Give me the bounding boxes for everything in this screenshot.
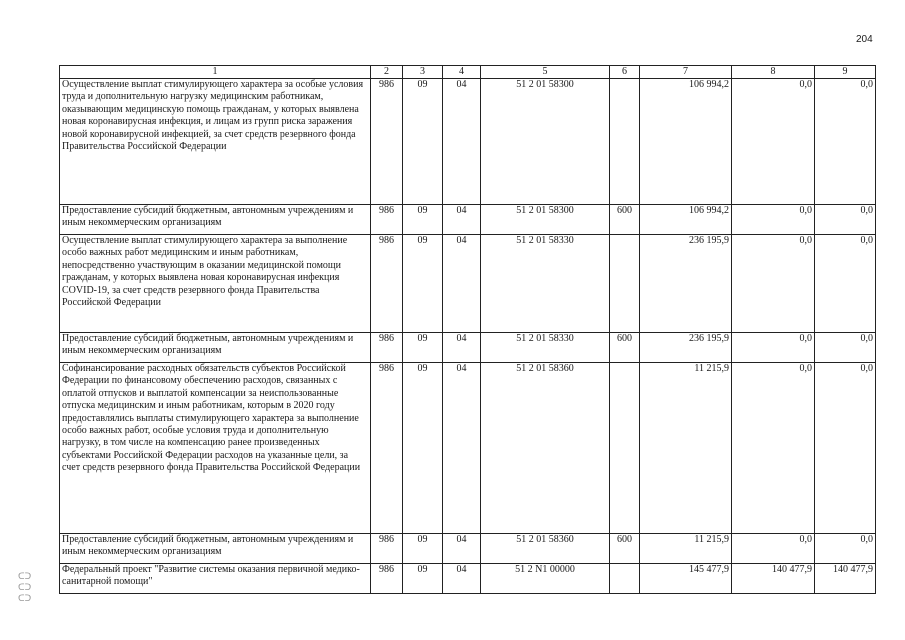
expense-type-cell <box>610 79 640 205</box>
subsection-code-cell: 04 <box>443 205 481 235</box>
row-name-cell: Предоставление субсидий бюджетным, автономным учреждениям и иным некоммерческим организациям <box>60 534 371 564</box>
table-row <box>60 534 876 564</box>
amount-col9-cell: 140 477,9 <box>815 564 876 594</box>
header-cell: 5 <box>481 66 610 79</box>
row-name-cell: Осуществление выплат стимулирующего характера за особые условия труда и дополнительную нагрузку медицинским работникам, оказывающим медицинскую помощь гражданам, у которых выявлена новая коронавирусная инфекция, и лицам из групп риска заражения новой коронавирусной инфекцией, за счет средств резервного фонда Правительства Российской Федерации <box>60 79 371 205</box>
amount-col8-cell: 0,0 <box>732 235 815 333</box>
subsection-code-cell: 04 <box>443 333 481 363</box>
amount-col9-cell: 0,0 <box>815 79 876 205</box>
header-cell: 8 <box>732 66 815 79</box>
amount-col9-cell: 0,0 <box>815 235 876 333</box>
amount-col7-cell: 11 215,9 <box>640 363 732 534</box>
row-name-cell: Федеральный проект "Развитие системы оказания первичной медико-санитарной помощи" <box>60 564 371 594</box>
target-article-cell: 51 2 01 58330 <box>481 235 610 333</box>
admin-code-cell: 986 <box>371 333 403 363</box>
section-code-cell: 09 <box>403 79 443 205</box>
scan-margin-marks: ᑕᑐ ᑕᑐ ᑕᑐ <box>18 572 32 604</box>
target-article-cell: 51 2 01 58330 <box>481 333 610 363</box>
amount-col7-cell: 145 477,9 <box>640 564 732 594</box>
amount-col7-cell: 106 994,2 <box>640 205 732 235</box>
table-row <box>60 333 876 363</box>
amount-col7-cell: 106 994,2 <box>640 79 732 205</box>
section-code-cell: 09 <box>403 333 443 363</box>
target-article-cell: 51 2 01 58300 <box>481 79 610 205</box>
expense-type-cell <box>610 235 640 333</box>
table-row <box>60 235 876 333</box>
table-row <box>60 363 876 534</box>
expense-type-cell <box>610 363 640 534</box>
amount-col8-cell: 0,0 <box>732 333 815 363</box>
header-cell: 2 <box>371 66 403 79</box>
target-article-cell: 51 2 01 58360 <box>481 534 610 564</box>
subsection-code-cell: 04 <box>443 363 481 534</box>
row-name-cell: Осуществление выплат стимулирующего характера за выполнение особо важных работ медицинским и иным работникам, непосредственно участвующим в оказании медицинской помощи гражданам, у которых выявлена новая коронавирусная инфекция COVID-19, за счет средств резервного фонда Правительства Российской Федерации <box>60 235 371 333</box>
amount-col9-cell: 0,0 <box>815 333 876 363</box>
amount-col8-cell: 140 477,9 <box>732 564 815 594</box>
amount-col8-cell: 0,0 <box>732 534 815 564</box>
section-code-cell: 09 <box>403 205 443 235</box>
table-header-row <box>60 66 876 79</box>
budget-table <box>59 65 876 594</box>
subsection-code-cell: 04 <box>443 79 481 205</box>
amount-col8-cell: 0,0 <box>732 363 815 534</box>
section-code-cell: 09 <box>403 534 443 564</box>
header-cell: 7 <box>640 66 732 79</box>
expense-type-cell: 600 <box>610 205 640 235</box>
admin-code-cell: 986 <box>371 79 403 205</box>
table-row <box>60 79 876 205</box>
row-name-cell: Софинансирование расходных обязательств субъектов Российской Федерации по финансовому обеспечению расходов, связанных с оплатой отпусков и выплатой компенсации за неиспользованные отпуска медицинским и иным работникам, которым в 2020 году предоставлялись выплаты стимулирующего характера за выполнение особо важных работ, особые условия труда и дополнительную нагрузку, в том числе на компенсацию ранее произведенных субъектами Российской Федерации расходов на указанные цели, за счет средств резервного фонда Правительства Российской Федерации <box>60 363 371 534</box>
subsection-code-cell: 04 <box>443 564 481 594</box>
amount-col9-cell: 0,0 <box>815 534 876 564</box>
admin-code-cell: 986 <box>371 534 403 564</box>
amount-col8-cell: 0,0 <box>732 205 815 235</box>
admin-code-cell: 986 <box>371 235 403 333</box>
section-code-cell: 09 <box>403 235 443 333</box>
header-cell: 9 <box>815 66 876 79</box>
header-cell: 3 <box>403 66 443 79</box>
expense-type-cell: 600 <box>610 333 640 363</box>
row-name-cell: Предоставление субсидий бюджетным, автономным учреждениям и иным некоммерческим организациям <box>60 205 371 235</box>
target-article-cell: 51 2 N1 00000 <box>481 564 610 594</box>
header-cell: 4 <box>443 66 481 79</box>
amount-col8-cell: 0,0 <box>732 79 815 205</box>
table-row <box>60 564 876 594</box>
admin-code-cell: 986 <box>371 205 403 235</box>
admin-code-cell: 986 <box>371 564 403 594</box>
page-number: 204 <box>856 34 873 45</box>
target-article-cell: 51 2 01 58300 <box>481 205 610 235</box>
subsection-code-cell: 04 <box>443 534 481 564</box>
amount-col7-cell: 236 195,9 <box>640 333 732 363</box>
row-name-cell: Предоставление субсидий бюджетным, автономным учреждениям и иным некоммерческим организациям <box>60 333 371 363</box>
amount-col7-cell: 11 215,9 <box>640 534 732 564</box>
subsection-code-cell: 04 <box>443 235 481 333</box>
section-code-cell: 09 <box>403 564 443 594</box>
header-cell: 1 <box>60 66 371 79</box>
section-code-cell: 09 <box>403 363 443 534</box>
amount-col9-cell: 0,0 <box>815 363 876 534</box>
admin-code-cell: 986 <box>371 363 403 534</box>
target-article-cell: 51 2 01 58360 <box>481 363 610 534</box>
expense-type-cell <box>610 564 640 594</box>
table-row <box>60 205 876 235</box>
expense-type-cell: 600 <box>610 534 640 564</box>
amount-col7-cell: 236 195,9 <box>640 235 732 333</box>
header-cell: 6 <box>610 66 640 79</box>
amount-col9-cell: 0,0 <box>815 205 876 235</box>
